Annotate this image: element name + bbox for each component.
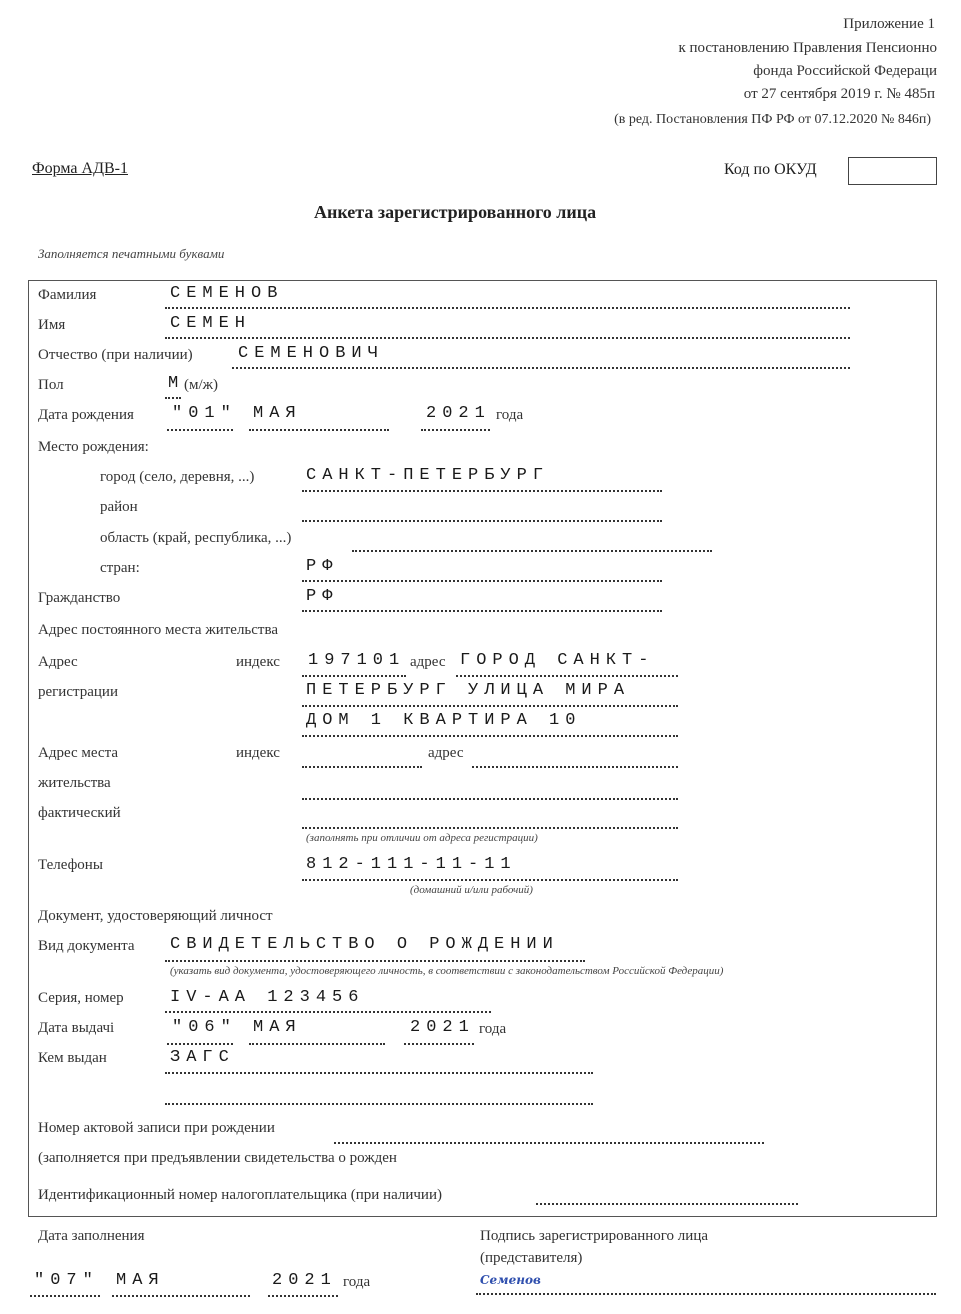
act-record-hint: (заполняется при предъявлении свидетельства о рожден <box>38 1150 397 1166</box>
appendix-ref: к постановлению Правления Пенсионно <box>678 40 937 56</box>
doc-issue-year-line <box>404 1043 474 1045</box>
birthplace-label: Место рождения: <box>38 439 149 455</box>
appendix-date: от 27 сентября 2019 г. № 485п <box>743 86 935 102</box>
birth-year-line <box>421 429 490 431</box>
birth-country-value[interactable]: РФ <box>306 557 339 576</box>
sex-hint: (м/ж) <box>184 377 219 393</box>
doc-type-hint: (указать вид документа, удостоверяющего личность, в соответствии с законодательством Российской Федерации) <box>170 965 724 977</box>
phones-label: Телефоны <box>38 857 103 873</box>
reg-address-line2[interactable]: ПЕТЕРБУРГ УЛИЦА МИРА <box>306 681 631 700</box>
reg-address-label-2: регистрации <box>38 684 118 700</box>
signature-label-2: (представителя) <box>480 1250 583 1266</box>
doc-issuer-label: Кем выдан <box>38 1050 107 1066</box>
name-value[interactable]: СЕМЕН <box>170 314 252 333</box>
doc-issue-year-word: года <box>479 1021 507 1037</box>
doc-issue-label: Дата выдачі <box>38 1020 115 1036</box>
form-title: Анкета зарегистрированного лица <box>314 202 597 222</box>
act-address-line1[interactable] <box>472 766 678 768</box>
phones-line <box>302 879 678 881</box>
okud-label: Код по ОКУД <box>724 161 817 178</box>
act-record-label: Номер актовой записи при рождении <box>38 1120 275 1136</box>
inn-label: Идентификационный номер налогоплательщика (при наличии) <box>38 1187 442 1203</box>
residence-section-label: Адрес постоянного места жительства <box>38 622 279 638</box>
citizenship-value[interactable]: РФ <box>306 587 339 606</box>
fill-day-line <box>30 1295 100 1297</box>
form-subtitle: Заполняется печатными буквами <box>38 246 225 261</box>
fill-year[interactable]: 2021 <box>272 1271 337 1290</box>
act-address-label-2: жительства <box>38 775 111 791</box>
sex-line <box>165 397 181 399</box>
act-address-label-1: Адрес места <box>38 745 118 761</box>
reg-address-line1[interactable]: ГОРОД САНКТ- <box>460 651 655 670</box>
surname-value[interactable]: СЕМЕНОВ <box>170 284 284 303</box>
citizenship-label: Гражданство <box>38 590 121 606</box>
birth-country-label: стран: <box>100 560 140 576</box>
act-address-line2[interactable] <box>302 798 678 800</box>
reg-address-line2-dots <box>302 705 678 707</box>
birth-day-line <box>167 429 233 431</box>
birth-month-line <box>249 429 389 431</box>
document-section-label: Документ, удостоверяющий личност <box>38 908 273 924</box>
birth-district-label: район <box>100 499 138 515</box>
act-record-line[interactable] <box>334 1142 764 1144</box>
doc-issue-day[interactable]: "06" <box>172 1018 237 1037</box>
signature-label-1: Подпись зарегистрированного лица <box>480 1228 709 1244</box>
phones-hint: (домашний и/или рабочий) <box>410 884 533 896</box>
act-address-hint: (заполнять при отличии от адреса регистрации) <box>306 832 538 844</box>
fill-day[interactable]: "07" <box>34 1271 99 1290</box>
reg-address-word: адрес <box>410 654 446 670</box>
fill-date-label: Дата заполнения <box>38 1228 145 1244</box>
doc-series-label: Серия, номер <box>38 990 124 1006</box>
doc-issue-month-line <box>249 1043 385 1045</box>
fill-year-word: года <box>343 1274 371 1290</box>
reg-address-label-1: Адрес <box>38 654 78 670</box>
doc-issue-month[interactable]: МАЯ <box>253 1018 302 1037</box>
reg-index-label: индекс <box>236 654 280 670</box>
inn-line[interactable] <box>536 1203 798 1205</box>
patronymic-line <box>232 367 850 369</box>
doc-issuer-value[interactable]: ЗАГС <box>170 1048 235 1067</box>
doc-issue-day-line <box>167 1043 233 1045</box>
birth-city-label: город (село, деревня, ...) <box>100 469 255 485</box>
reg-address-line3[interactable]: ДОМ 1 КВАРТИРА 10 <box>306 711 582 730</box>
act-index-label: индекс <box>236 745 280 761</box>
reg-index-value[interactable]: 197101 <box>308 651 406 670</box>
appendix-ref-fund: фонда Российской Федераци <box>753 63 937 79</box>
reg-index-line <box>302 675 406 677</box>
doc-issuer-line2 <box>165 1103 593 1105</box>
doc-issuer-line1 <box>165 1072 593 1074</box>
citizenship-line <box>302 610 662 612</box>
patronymic-value[interactable]: СЕМЕНОВИЧ <box>238 344 384 363</box>
reg-address-line1-dots <box>456 675 678 677</box>
birth-country-line <box>302 580 662 582</box>
sex-label: Пол <box>38 377 64 393</box>
signature-line <box>476 1293 936 1295</box>
fill-year-line <box>268 1295 338 1297</box>
doc-type-label: Вид документа <box>38 938 135 954</box>
birth-city-value[interactable]: САНКТ-ПЕТЕРБУРГ <box>306 466 550 485</box>
appendix-number: Приложение 1 <box>843 16 935 32</box>
birth-date-label: Дата рождения <box>38 407 134 423</box>
surname-label: Фамилия <box>38 287 97 303</box>
birth-city-line <box>302 490 662 492</box>
fill-month[interactable]: МАЯ <box>116 1271 165 1290</box>
act-address-line3[interactable] <box>302 827 678 829</box>
doc-type-value[interactable]: СВИДЕТЕЛЬСТВО О РОЖДЕНИИ <box>170 935 559 954</box>
surname-line <box>165 307 850 309</box>
patronymic-label: Отчество (при наличии) <box>38 347 193 363</box>
okud-field[interactable] <box>848 157 937 185</box>
act-address-word: адрес <box>428 745 464 761</box>
form-code: Форма АДВ-1 <box>32 160 128 177</box>
doc-type-line <box>165 960 585 962</box>
phones-value[interactable]: 812-111-11-11 <box>306 855 517 874</box>
birth-day[interactable]: "01" <box>172 404 237 423</box>
reg-address-line3-dots <box>302 735 678 737</box>
birth-district-line <box>302 520 662 522</box>
doc-issue-year[interactable]: 2021 <box>410 1018 475 1037</box>
act-index-line[interactable] <box>302 766 422 768</box>
name-label: Имя <box>38 317 66 333</box>
doc-series-value[interactable]: IV-АА 123456 <box>170 988 365 1007</box>
sex-value[interactable]: М <box>168 374 185 393</box>
birth-month[interactable]: МАЯ <box>253 404 302 423</box>
act-address-label-3: фактический <box>38 805 121 821</box>
birth-year[interactable]: 2021 <box>426 404 491 423</box>
signature-value[interactable]: Семенов <box>480 1273 541 1287</box>
fill-month-line <box>112 1295 250 1297</box>
birth-region-line <box>352 550 712 552</box>
name-line <box>165 337 850 339</box>
appendix-edition: (в ред. Постановления ПФ РФ от 07.12.2020 № 846п) <box>614 112 931 127</box>
birth-year-word: года <box>496 407 524 423</box>
birth-region-label: область (край, республика, ...) <box>100 530 292 546</box>
doc-series-line <box>165 1011 491 1013</box>
